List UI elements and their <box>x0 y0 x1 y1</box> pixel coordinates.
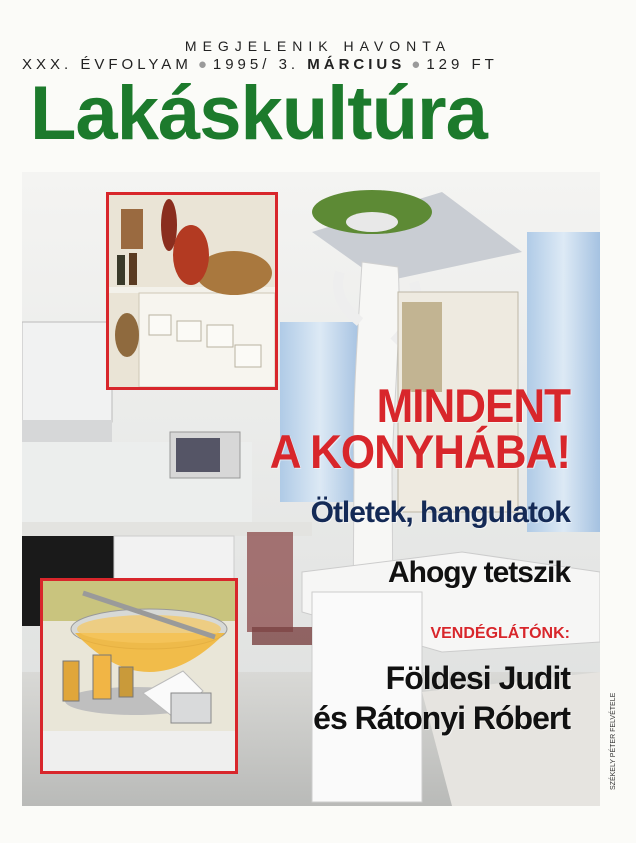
separator-dot-icon: ● <box>411 56 421 73</box>
volume-text: XXX. ÉVFOLYAM <box>22 56 192 73</box>
photo-credit: SZÉKELY PÉTER FELVÉTELE <box>610 692 617 790</box>
issue-number: 1995/ 3. <box>212 56 300 73</box>
inset-photo-shelf <box>106 192 278 390</box>
cover-price: 129 FT <box>426 56 498 73</box>
guest-name-line1: Földesi Judit <box>385 660 570 696</box>
guest-name-line2: és Rátonyi Róbert <box>313 700 570 736</box>
headline-sub-as-you-like: Ahogy tetszik <box>387 556 570 589</box>
separator-dot-icon: ● <box>197 56 207 73</box>
inset-photo-tableware <box>40 578 238 774</box>
frequency-line: MEGJELENIK HAVONTA <box>184 38 452 54</box>
issue-month: MÁRCIUS <box>307 56 406 73</box>
masthead-title: Lakáskultúra <box>30 71 487 156</box>
guest-label: VENDÉGLÁTÓNK: <box>430 625 570 642</box>
headline-main-line1: MINDENT <box>376 380 570 433</box>
headline-sub-ideas: Ötletek, hangulatok <box>310 496 570 529</box>
headline-main-line2: A KONYHÁBA! <box>269 426 570 479</box>
